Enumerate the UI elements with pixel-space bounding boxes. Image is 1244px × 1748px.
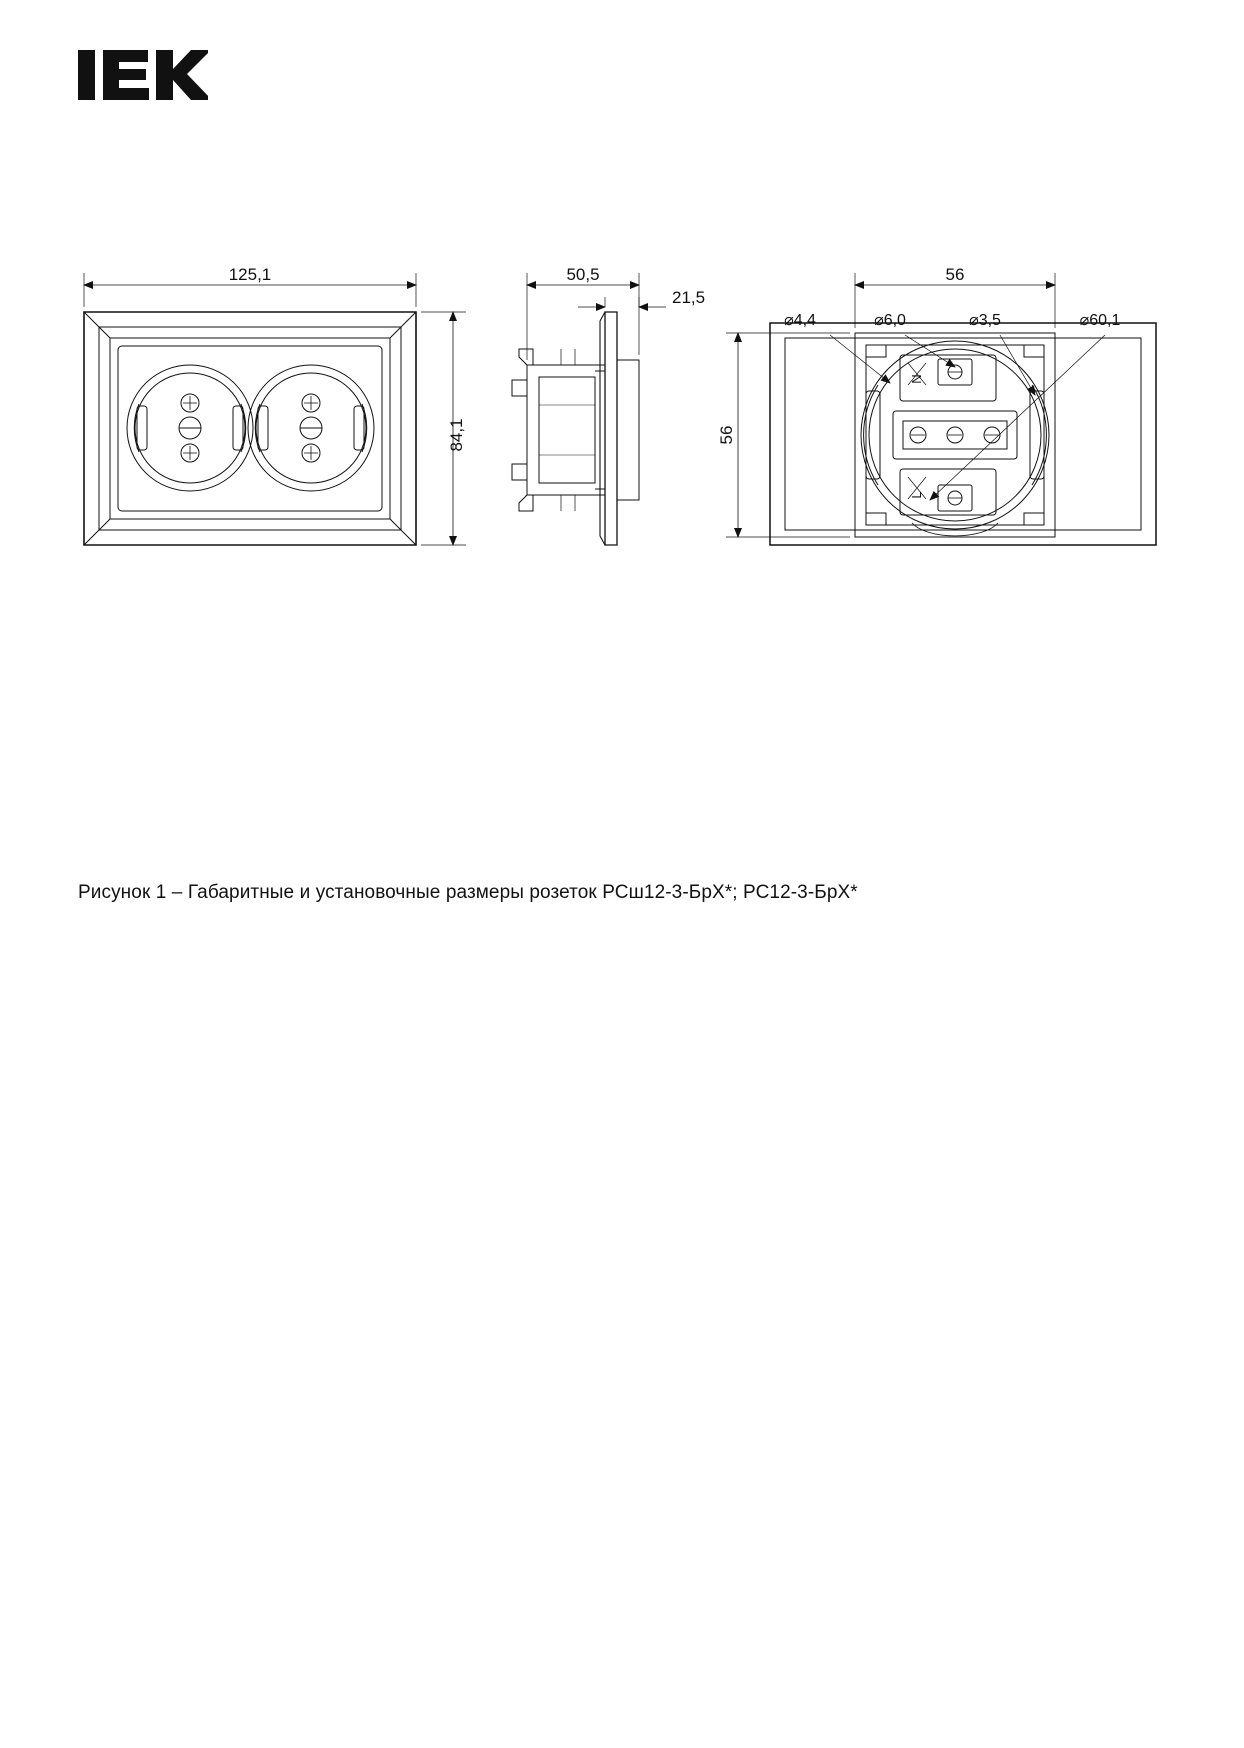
dim-hole-d60: ⌀6,0 <box>874 312 906 329</box>
dim-back-height: 56 <box>717 425 736 445</box>
iek-logo <box>78 44 208 106</box>
mark-line: L <box>909 491 924 499</box>
dim-side-body: 21,5 <box>672 288 706 307</box>
iek-logo-mark <box>78 44 208 106</box>
technical-drawing <box>0 255 1244 585</box>
figure-caption: Рисунок 1 – Габаритные и установочные размеры розеток РСш12-3-БрХ*; РС12-3-БрХ* <box>78 882 858 903</box>
dim-back-width: 56 <box>945 265 965 284</box>
dim-hole-d601: ⌀60,1 <box>1079 312 1121 329</box>
mark-neutral: N <box>909 374 924 384</box>
dim-front-width: 125,1 <box>228 265 272 284</box>
dim-front-height: 84,1 <box>447 418 466 452</box>
dim-side-total: 50,5 <box>566 265 600 284</box>
side-view <box>512 273 666 545</box>
dim-hole-d35: ⌀3,5 <box>969 312 1001 329</box>
front-view <box>84 273 466 545</box>
dim-hole-d44: ⌀4,4 <box>784 312 816 329</box>
